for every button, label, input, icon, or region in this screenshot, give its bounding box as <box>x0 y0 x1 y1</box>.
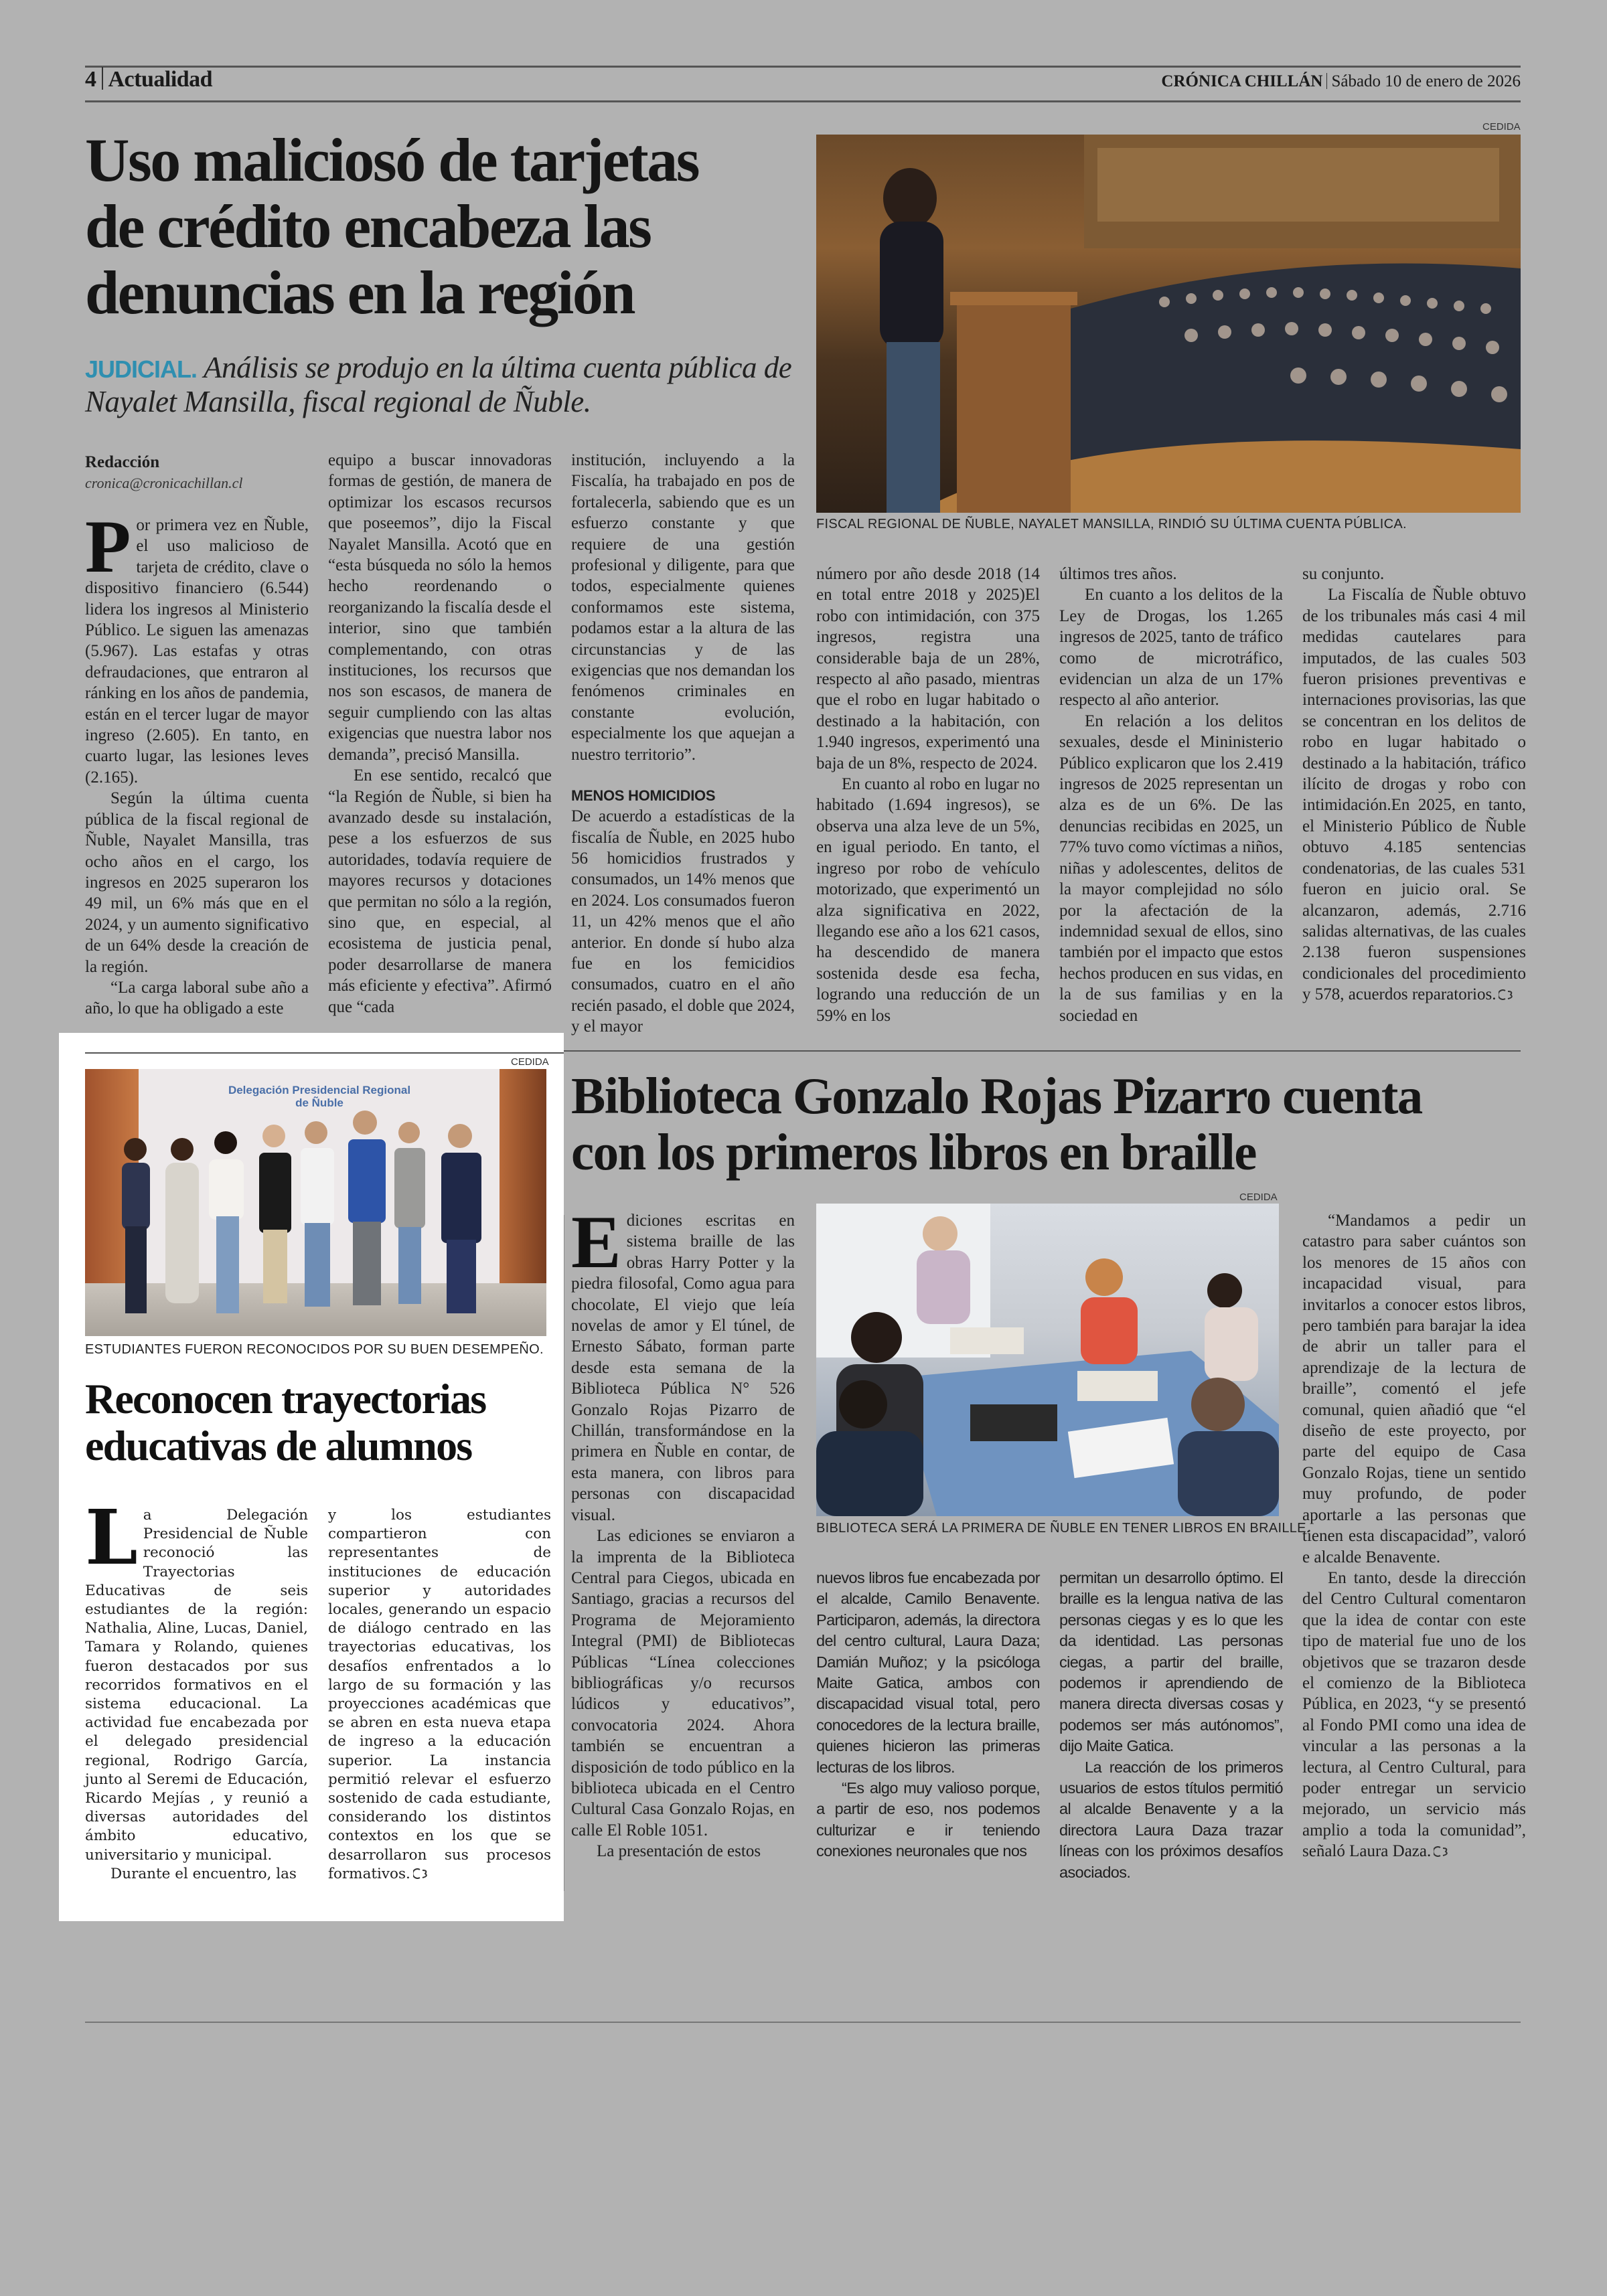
paragraph-text: En ese sentido, recalcó que “la Región de Ñuble, si bien ha avanzado desde su instalación, pese a los esfuerzos de sus autoridades, todavía requiere de mayores recursos y dotaciones que permitan no sólo a la región, sino que, en especial, al ecosistema de justicia penal, poder desarrollarse de manera más eficiente y efectiva”. Afirmó que “cada <box>328 766 552 1016</box>
publication-date: Sábado 10 de enero de 2026 <box>1331 72 1521 90</box>
paragraph-text: a Delegación Presidencial de Ñuble reconoció las Trayectorias Educativas de seis estudiantes de la región: Nathalia, Aline, Lucas, Daniel, Tamara y Rolando, quienes fueron destacados por sus recorridos formativos en el sistema educacional. La actividad fue encabezada por el delegado presidencial regional, Rodrigo García, junto al Seremi de Educación, Ricardo Mejías , y reunió a diversas autoridades del ámbito educativo, universitario y municipal. <box>85 1507 308 1864</box>
article-column <box>816 1568 1040 1862</box>
paragraph-text: Según la última cuenta pública de la fiscal regional de Ñuble, Nayalet Mansilla, tras ocho años en el cargo, los ingresos en 2025 superaron los 49 mil, un 6% más que en el 2024, y un aumento significativo de un 64% desde la creación de la región. <box>85 789 309 976</box>
publication-name: CRÓNICA CHILLÁN <box>1161 72 1323 90</box>
paragraph <box>85 788 309 977</box>
article-column <box>571 1201 795 1862</box>
photo-caption: FISCAL REGIONAL DE ÑUBLE, NAYALET MANSILLA, RINDIÓ SU ÚLTIMA CUENTA PÚBLICA. <box>816 517 1407 531</box>
article-column <box>1059 1568 1283 1883</box>
paragraph <box>816 564 1040 774</box>
paragraph-text: Las ediciones se enviaron a la imprenta de la Biblioteca Central para Ciegos, ubicada en Santiago, gracias a recursos del Programa de Mejoramiento Integral (PMI) de Bibliotecas Públicas “Línea colecciones bibliográficas y/o recursos lúdicos y educativos”, convocatoria 2024. Ahora también se encuentran a disposición de todo público en la biblioteca ubicada en el Centro Cultural Casa Gonzalo Rojas, en calle El Roble 1051. <box>571 1527 795 1839</box>
paragraph-text: En relación a los delitos sexuales, desde el Mininisterio Público explicaron que los 2.419 ingresos de 2025 representan un alza es de un 6%. De las denuncias recibidas en 2025, un 77% tuvo como víctimas a niños, niñas y adolescentes, delitos de la mayor complejidad no sólo por la afectación de la indemnidad sexual de ellos, sino también por el impacto que estos hechos producen en sus vidas, en la de sus familias y en la sociedad en <box>1059 712 1283 1025</box>
paragraph-text: La reacción de los primeros usuarios de estos títulos permitió al alcalde Benavente y a la directora Laura Daza trazar líneas con los próximos desafíos asociados. <box>1059 1758 1283 1881</box>
article-column <box>1059 564 1283 1026</box>
paragraph-text: En cuanto a los delitos de la Ley de Drogas, los 1.265 ingresos de 2025, tanto de tráfico como de microtráfico, evidencian un alza de un 17% respecto al año anterior. <box>1059 586 1283 710</box>
subheading: MENOS HOMICIDIOS <box>571 787 716 805</box>
paragraph <box>1302 1568 1526 1862</box>
paragraph-text: permitan un desarrollo óptimo. El braille es la lengua nativa de las personas ciegas y es lo que les da identidad. Las personas ciegas, a partir del braille, podemos ir aprendiendo de manera directa diversas cosas y podemos ser más autónomos”, dijo Maite Gatica. <box>1059 1569 1283 1755</box>
article-column <box>1302 1210 1526 1862</box>
meeting-table-image <box>816 1204 1279 1516</box>
main-photo <box>816 135 1521 513</box>
subhead-text: Análisis se produjo en la última cuenta pública de Nayalet Mansilla, fiscal regional de Ñuble. <box>85 351 792 418</box>
paragraph-text: últimos tres años. <box>1059 565 1177 583</box>
byline-email[interactable]: cronica@cronicachillan.cl <box>85 475 243 491</box>
paragraph-text: número por año desde 2018 (14 en total entre 2018 y 2025)El robo con intimidación, con 375 ingresos, registra una considerable baja de un 28%, respecto al año pasado, mientras que el robo en lugar habitado o destinado a la habitación, con 1.940 ingresos, experimentó una baja de un 8%, respecto de 2024. <box>816 565 1040 772</box>
main-subhead <box>85 351 808 418</box>
paragraph <box>1059 564 1283 584</box>
headline-line: educativas de alumnos <box>85 1422 472 1469</box>
photo-credit: CEDIDA <box>1239 1192 1278 1203</box>
article-column <box>85 452 309 1019</box>
section-name: Actualidad <box>108 67 213 92</box>
headline-line: de crédito encabeza las <box>85 192 651 260</box>
students-photo <box>85 1069 546 1336</box>
end-mark-icon <box>1434 1846 1451 1858</box>
paragraph-text: “Es algo muy valioso porque, a partir de eso, nos podemos culturizar e ir teniendo conexiones neuronales que nos <box>816 1779 1040 1860</box>
paragraph <box>816 1568 1040 1778</box>
paragraph <box>1302 584 1526 1005</box>
paragraph <box>328 450 552 765</box>
drop-cap: E <box>571 1201 621 1284</box>
headline-line: con los primeros libros en braille <box>571 1123 1256 1181</box>
paragraph <box>571 450 795 765</box>
paragraph <box>816 774 1040 1026</box>
paragraph-text: “Mandamos a pedir un catastro para saber cuántos son los menores de 15 años con incapacidad visual, para invitarlos a conocer estos libros, pero también para barajar la idea de abrir un taller para el aprendizaje de la lectura de braille”, comentó el jefe comunal, quien añadió que “el diseño de este proyecto, por parte del equipo de Casa Gonzalo Rojas, tiene un sentido muy profundo, de poder aportarle a las personas que tienen esta discapacidad”, valoró e alcalde Benavente. <box>1302 1212 1526 1566</box>
article-column <box>816 564 1040 1026</box>
paragraph <box>85 977 309 1019</box>
headline-line: Reconocen trayectorias <box>85 1375 486 1422</box>
headline-line: Uso maliciosó de tarjetas <box>85 126 699 194</box>
photo-credit: CEDIDA <box>511 1056 549 1068</box>
paragraph <box>85 505 309 788</box>
paragraph <box>85 1865 308 1884</box>
paragraph <box>1059 584 1283 710</box>
auditorium-photo-image <box>816 135 1521 513</box>
photo-caption: BIBLIOTECA SERÁ LA PRIMERA DE ÑUBLE EN TENER LIBROS EN BRAILLE. <box>816 1521 1310 1536</box>
divider <box>1326 73 1327 89</box>
kicker: JUDICIAL. <box>85 355 198 383</box>
group-of-people-image <box>85 1069 546 1336</box>
drop-cap: L <box>85 1494 138 1582</box>
banner-line: Delegación Presidencial Regional <box>228 1084 411 1096</box>
paragraph <box>571 1841 795 1862</box>
paragraph-text: y los estudiantes compartieron con representantes de instituciones de educación superior y autoridades locales, generando un espacio de diálogo centrado en las trayectorias educativas, los desafíos enfrentados a lo largo de su formación y las proyecciones académicas que se abren en esta nueva etapa de ingreso a la educación superior. La instancia permitió relevar el esfuerzo sostenido de cada estudiante, considerando los distintos contextos en los que se desarrollaron sus procesos formativos. <box>328 1507 551 1882</box>
paragraph <box>1302 564 1526 584</box>
paragraph-text: De acuerdo a estadísticas de la fiscalía de Ñuble, en 2025 hubo 56 homicidios frustrados y consumados, un 14% menos que en 2024. Los consumados fueron 11, un 42% menos que el año anterior. En donde sí hubo alza fue en los femicidios consumados, cuatro en el año recién pasado, el doble que 2024, y el mayor <box>571 807 795 1036</box>
paragraph-text: equipo a buscar innovadoras formas de gestión, de manera de optimizar los escasos recursos que poseemos”, dijo la Fiscal Nayalet Mansilla. Acotó que en “esta búsqueda no sólo la hemos hecho reordenando o reorganizando la fiscalía desde el interior, sino que también complementando, con otras instituciones, los recursos que nos son escasos, de manera de seguir cumpliendo con las altas exigencias que nuestra labor nos demanda”, precisó Mansilla. <box>328 451 552 764</box>
main-headline <box>85 127 808 326</box>
paragraph <box>1059 1568 1283 1757</box>
paragraph-text: La presentación de estos <box>597 1842 761 1861</box>
publication-info <box>1161 72 1521 91</box>
paragraph <box>816 1778 1040 1862</box>
paragraph-text: or primera vez en Ñuble, el uso malicioso de tarjeta de crédito, clave o dispositivo financiero (6.544) lidera los ingresos al Ministerio Público. Le siguen las amenazas (5.967). Las estafas y otras defraudaciones, que entraron al ránking en los años de pandemia, están en el tercer lugar de mayor ingreso (2.605). En tanto, en cuarto lugar, las lesiones leves (2.165). <box>85 516 309 787</box>
footer-rule <box>85 2022 1521 2023</box>
article-column <box>85 1494 308 1884</box>
paragraph-text: Durante el encuentro, las <box>110 1865 297 1882</box>
braille-photo <box>816 1204 1279 1516</box>
braille-headline <box>571 1068 1529 1180</box>
divider <box>102 67 103 90</box>
photo-caption: ESTUDIANTES FUERON RECONOCIDOS POR SU BUEN DESEMPEÑO. <box>85 1342 544 1357</box>
photo-credit: CEDIDA <box>1482 121 1521 133</box>
paragraph-text: “La carga laboral sube año a año, lo que ha obligado a este <box>85 978 309 1018</box>
end-mark-icon <box>1499 989 1516 1001</box>
paragraph <box>571 1526 795 1841</box>
paragraph-text: institución, incluyendo a la Fiscalía, ha trabajado en pos de fortalecerla, sabiendo que es un esfuerzo constante y que requiere de una gestión profesional y diligente, para que todos, especialmente quienes conformamos este sistema, podamos estar a la altura de las circunstancias y de las exigencias que nos demandan los fenómenos criminales en constante evolución, especialmente los que aquejan a nuestro territorio”. <box>571 451 795 764</box>
header-bottom-rule <box>85 100 1521 102</box>
paragraph <box>328 1506 551 1884</box>
paragraph <box>571 1201 795 1526</box>
byline-name: Redacción <box>85 453 160 471</box>
article-column <box>571 450 795 1038</box>
page-number: 4 <box>85 67 96 92</box>
paragraph <box>1059 711 1283 1026</box>
article-column <box>328 450 552 1017</box>
headline-line: denuncias en la región <box>85 258 634 327</box>
header-top-rule <box>85 66 1521 68</box>
box-rule <box>85 1052 564 1054</box>
section-header <box>85 67 212 92</box>
paragraph-text: En tanto, desde la dirección del Centro Cultural comentaron que la idea de contar con este tipo de material fue uno de los objetivos que se trazaron desde el comienzo de la Biblioteca Pública, en 2023, “y se presentó al Fondo PMI como una idea de vincular a las personas a la lectura, al Centro Cultural, para poder entregar un servicio mejorado, un servicio más amplio a toda la comunidad”, señaló Laura Daza. <box>1302 1568 1526 1861</box>
paragraph-text: nuevos libros fue encabezada por el alcalde, Camilo Benavente. Participaron, además, la directora del centro cultural, Laura Daza; Damián Muñoz; y la psicóloga Maite Gatica, ambos con discapacidad visual total, pero conocedores de la lectura braille, quienes hicieron las primeras lecturas de los libros. <box>816 1569 1040 1776</box>
paragraph <box>571 806 795 1037</box>
drop-cap: P <box>85 505 131 588</box>
article-column <box>328 1506 551 1884</box>
paragraph-text: La Fiscalía de Ñuble obtuvo de los tribunales más casi 4 mil medidas cautelares para imputados, de las cuales 503 fueron prisiones preventivas e internaciones provisorias, las que se concentran en los delitos de robo en lugar habitado o destinado a la habitación, tráfico ilícito de drogas y robo con intimidación.En 2025, en tanto, el Ministerio Público de Ñuble obtuvo 4.185 sentencias condenatorias, de las cuales 531 fueron en juicio oral. Se alcanzaron, además, 2.716 salidas alternativas, de las cuales 2.138 fueron suspensiones condicionales del procedimiento y 578, acuerdos reparatorios. <box>1302 586 1526 1004</box>
paragraph <box>328 765 552 1017</box>
paragraph-text: diciones escritas en sistema braille de las obras Harry Potter y la piedra filosofal, Como agua para chocolate, El viejo que leía novelas de amor y El túnel, de Ernesto Sábato, forman parte desde esta semana de la Biblioteca Pública N° 526 Gonzalo Rojas Pizarro de Chillán, transformándose en la primera en Ñuble en contar, de esta manera, con libros para personas con discapacidad visual. <box>571 1212 795 1524</box>
banner-line: de Ñuble <box>295 1096 343 1109</box>
headline-line: Biblioteca Gonzalo Rojas Pizarro cuenta <box>571 1067 1422 1125</box>
paragraph <box>85 1494 308 1865</box>
paragraph <box>1302 1210 1526 1568</box>
end-mark-icon <box>413 1868 431 1880</box>
article-column <box>1302 564 1526 1005</box>
paragraph-text: su conjunto. <box>1302 565 1385 583</box>
paragraph-text: En cuanto al robo en lugar no habitado (1.694 ingresos), se observa una alza leve de un 5%, en igual periodo. En tanto, el ingreso por robo de vehículo motorizado, que experimentó un alza significativa en 2022, llegando ese año a los 621 casos, ha descendido de manera sostenida desde esa fecha, logrando una reducción de un 59% en los <box>816 775 1040 1025</box>
students-headline <box>85 1376 554 1469</box>
paragraph <box>1059 1757 1283 1883</box>
